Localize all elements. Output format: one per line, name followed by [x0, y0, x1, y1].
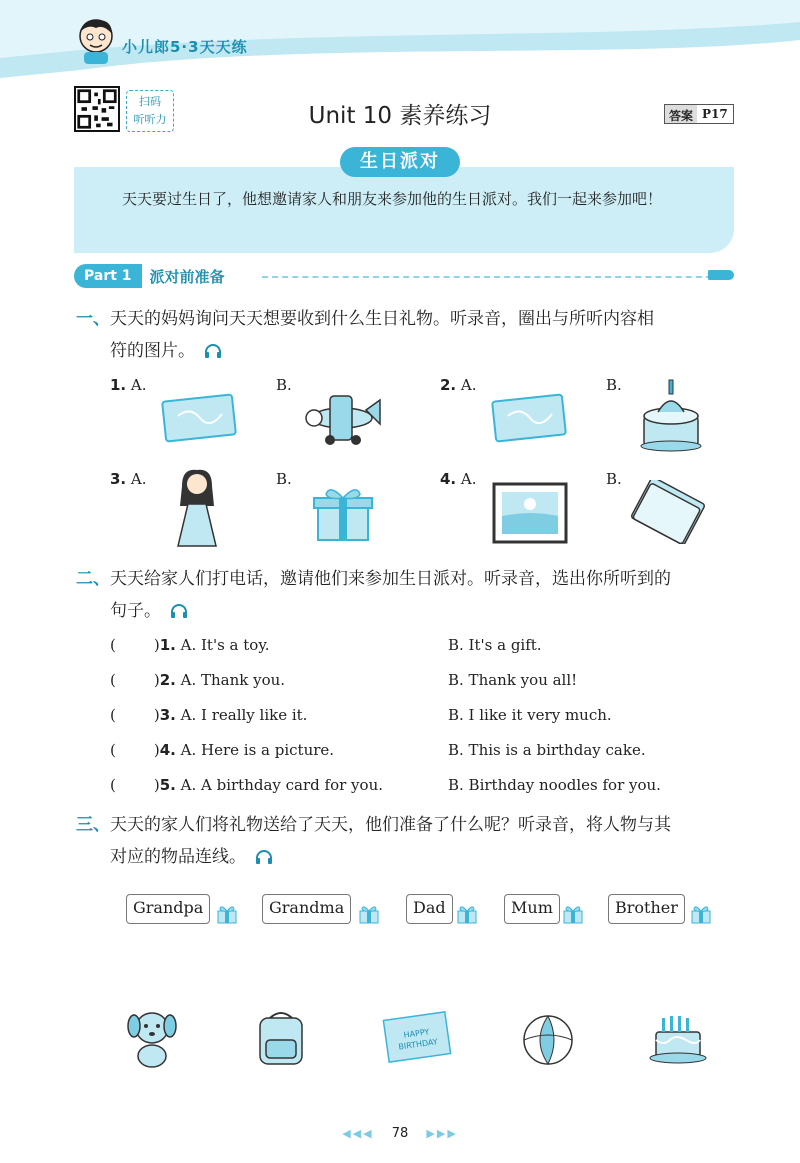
- section2-row: [110, 741, 730, 759]
- right-arrows: ▶▶▶: [426, 1127, 458, 1140]
- section2-question: [76, 562, 671, 596]
- item2-number: 2.: [440, 376, 457, 394]
- birthday-card-icon[interactable]: [160, 392, 238, 444]
- item1-a: A.: [130, 376, 147, 394]
- item3-a: A.: [130, 470, 147, 488]
- item3-a-label: [110, 470, 147, 488]
- gift-icon: [690, 904, 712, 924]
- birthday-card-icon[interactable]: [490, 392, 568, 444]
- answer-paren-close: ): [153, 706, 160, 724]
- gift-icon: [456, 904, 478, 924]
- item4-a: A.: [460, 470, 477, 488]
- section2-row: [110, 671, 730, 689]
- section3-question: [76, 808, 671, 842]
- person-tag-dad[interactable]: Dad: [406, 894, 453, 924]
- option-b: B. It's a gift.: [448, 636, 542, 654]
- item1-a-label: [110, 376, 147, 394]
- option-b: B. Birthday noodles for you.: [448, 776, 661, 794]
- header-wave: [0, 0, 800, 78]
- item2-a-label: [440, 376, 477, 394]
- brand-title: 小儿郎5·3天天练: [122, 38, 248, 56]
- answer-paren-close: ): [153, 776, 160, 794]
- mascot-boy-icon: [74, 16, 118, 66]
- option-a: A. A birthday card for you.: [180, 776, 383, 794]
- section2-row: [110, 706, 730, 724]
- headphone-icon[interactable]: [204, 344, 222, 358]
- row-number: 3.: [159, 706, 176, 724]
- answer-paren-close: ): [153, 636, 160, 654]
- section3-line1: 天天的家人们将礼物送给了天天，他们准备了什么呢？听录音，将人物与其: [110, 815, 671, 835]
- item4-a-label: [440, 470, 477, 488]
- answer-paren-open[interactable]: (: [110, 671, 116, 689]
- item1-number: 1.: [110, 376, 127, 394]
- option-a: A. Here is a picture.: [180, 741, 335, 759]
- section1-line2: 符的图片。: [110, 341, 195, 361]
- banner-title: 生日派对: [340, 147, 460, 177]
- answer-paren-open[interactable]: (: [110, 706, 116, 724]
- person-tag-grandma[interactable]: Grandma: [262, 894, 351, 924]
- gift-icon: [216, 904, 238, 924]
- option-b: B. Thank you all!: [448, 671, 578, 689]
- item1-b-label: B.: [276, 376, 292, 394]
- item2-a: A.: [460, 376, 477, 394]
- item4-number: 4.: [440, 470, 457, 488]
- section3-question-line2: [110, 840, 273, 874]
- doll-icon[interactable]: [164, 466, 230, 550]
- part-label: Part 1: [74, 264, 142, 288]
- item3-number: 3.: [110, 470, 127, 488]
- headphone-icon[interactable]: [170, 604, 188, 618]
- page-title: Unit 10 素养练习: [308, 103, 492, 129]
- toy-dog-icon[interactable]: [124, 1006, 182, 1068]
- row-number: 1.: [159, 636, 176, 654]
- section1-number: 一、: [76, 309, 110, 329]
- section2-row: [110, 636, 730, 654]
- birthday-cake-icon[interactable]: [636, 376, 706, 454]
- item3-b-label: B.: [276, 470, 292, 488]
- answer-paren-close: ): [153, 671, 160, 689]
- section2-question-line2: [110, 594, 188, 628]
- gift-icon: [562, 904, 584, 924]
- page-number: 78: [391, 1126, 409, 1141]
- row-number: 5.: [159, 776, 176, 794]
- section2-line2: 句子。: [110, 601, 161, 621]
- toy-plane-icon[interactable]: [300, 388, 384, 448]
- answer-page: P17: [702, 107, 728, 121]
- option-a: A. It's a toy.: [180, 636, 270, 654]
- answer-reference: [664, 104, 734, 124]
- school-bag-icon[interactable]: [252, 1008, 310, 1068]
- section2-number: 二、: [76, 569, 110, 589]
- section3-number: 三、: [76, 815, 110, 835]
- item4-b-label: B.: [606, 470, 622, 488]
- card-text-happy: HAPPY: [403, 1027, 430, 1040]
- option-a: A. I really like it.: [180, 706, 308, 724]
- pencil-icon: [708, 270, 734, 280]
- section2-line1: 天天给家人们打电话，邀请他们来参加生日派对。听录音，选出你所听到的: [110, 569, 671, 589]
- person-tag-mum[interactable]: Mum: [504, 894, 560, 924]
- answer-label: 答案: [665, 105, 697, 123]
- page-number-footer: [0, 1126, 800, 1141]
- picture-frame-icon[interactable]: [492, 482, 568, 544]
- person-tag-brother[interactable]: Brother: [608, 894, 685, 924]
- item2-b-label: B.: [606, 376, 622, 394]
- part-divider: [262, 276, 722, 278]
- birthday-cake-icon[interactable]: [648, 1008, 708, 1066]
- book-icon[interactable]: [628, 480, 712, 544]
- row-number: 4.: [159, 741, 176, 759]
- section1-question-line2: [110, 334, 222, 368]
- section1-line1: 天天的妈妈询问天天想要收到什么生日礼物。听录音，圈出与所听内容相: [110, 309, 654, 329]
- scan-line-1: 扫码: [139, 95, 161, 108]
- part-heading: [74, 264, 225, 288]
- beach-ball-icon[interactable]: [520, 1012, 576, 1068]
- person-tag-grandpa[interactable]: Grandpa: [126, 894, 210, 924]
- gift-icon: [358, 904, 380, 924]
- part-title: 派对前准备: [149, 267, 225, 286]
- scan-line-2: 听听力: [133, 113, 167, 126]
- intro-box: 天天要过生日了，他想邀请家人和朋友来参加他的生日派对。我们一起来参加吧！: [74, 167, 734, 253]
- section1-question: [76, 302, 654, 336]
- section2-row: [110, 776, 730, 794]
- option-b: B. I like it very much.: [448, 706, 612, 724]
- answer-paren-open[interactable]: (: [110, 776, 116, 794]
- row-number: 2.: [159, 671, 176, 689]
- left-arrows: ◀◀◀: [342, 1127, 374, 1140]
- option-a: A. Thank you.: [180, 671, 286, 689]
- headphone-icon[interactable]: [255, 850, 273, 864]
- section3-line2: 对应的物品连线。: [110, 847, 246, 867]
- option-b: B. This is a birthday cake.: [448, 741, 646, 759]
- answer-paren-close: ): [153, 741, 160, 759]
- birthday-card-icon[interactable]: [380, 1010, 454, 1064]
- card-text-birthday: BIRTHDAY: [397, 1037, 439, 1052]
- answer-paren-open[interactable]: (: [110, 741, 116, 759]
- gift-box-icon[interactable]: [312, 484, 374, 542]
- answer-paren-open[interactable]: (: [110, 636, 116, 654]
